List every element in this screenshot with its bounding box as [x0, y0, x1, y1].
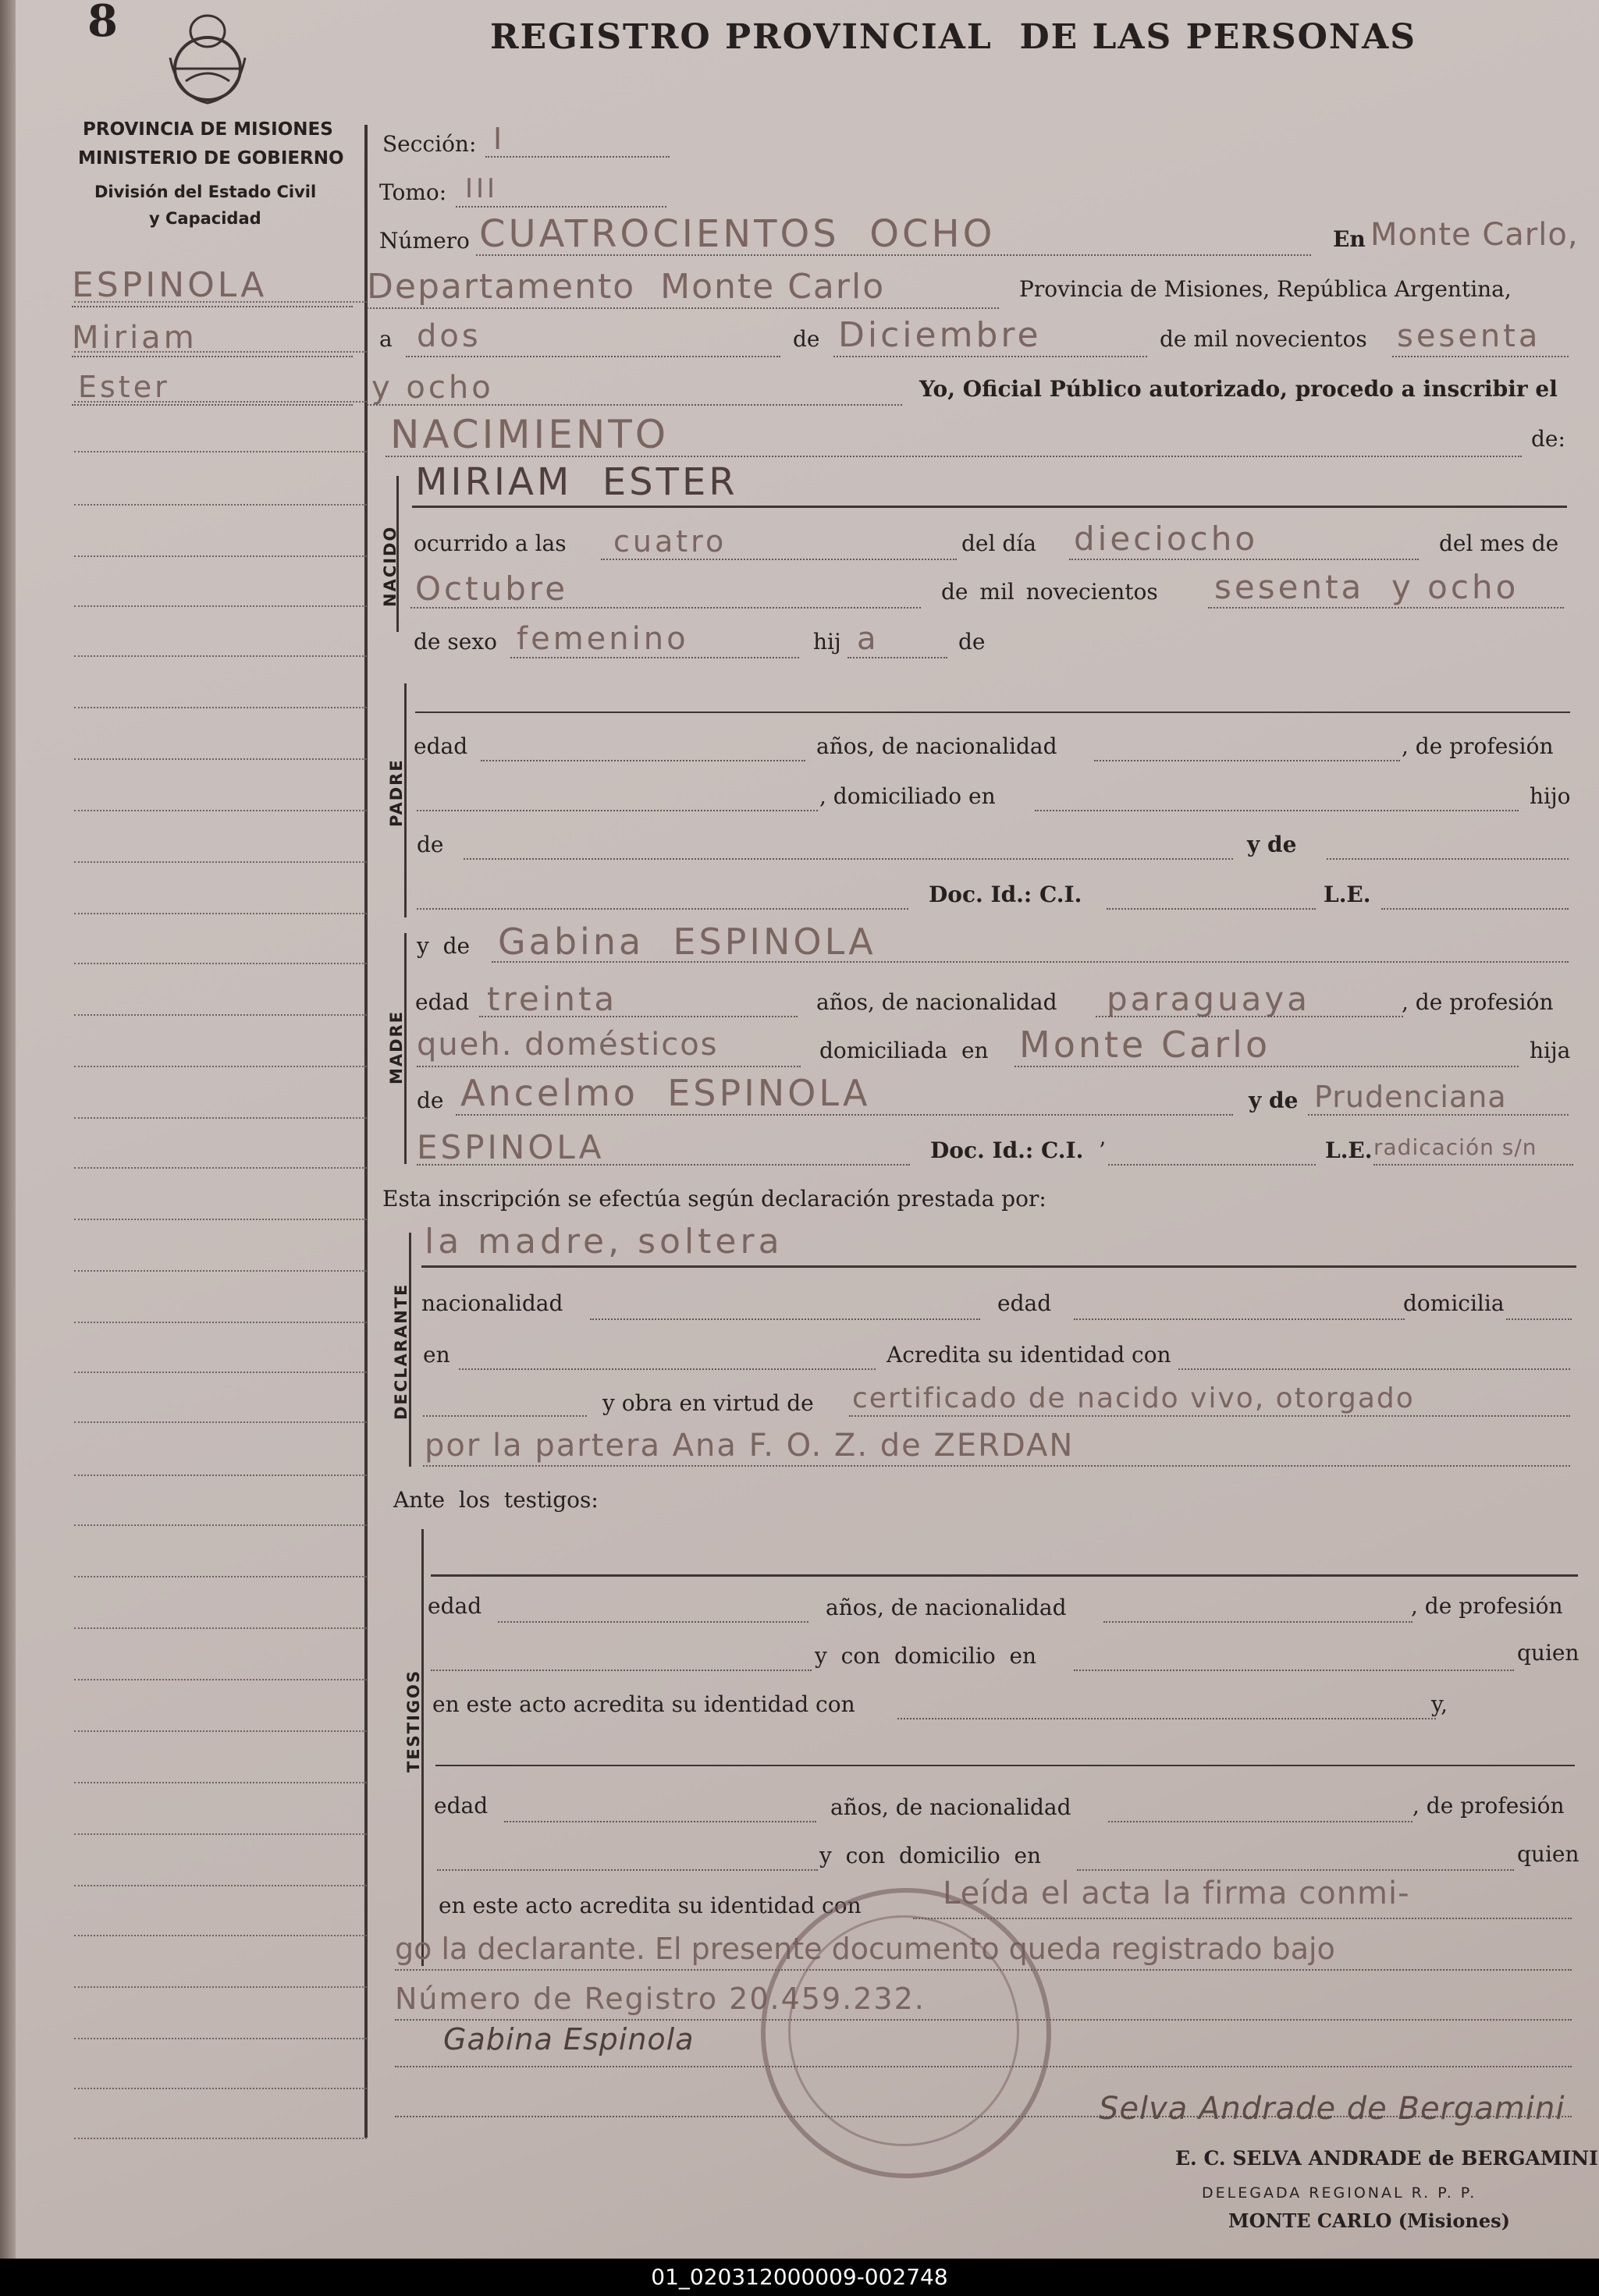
- declarante-intro-label: Esta inscripción se efectúa según declaración prestada por:: [382, 1186, 1046, 1212]
- testigo2-acredita-label: en este acto acredita su identidad con: [439, 1893, 862, 1918]
- seccion-value: I: [493, 122, 506, 156]
- nacido-dia-value: dieciocho: [1074, 520, 1259, 558]
- madre-profesion-value: queh. domésticos: [417, 1027, 719, 1063]
- madre-edad-label: edad: [415, 989, 470, 1015]
- tomo-label: Tomo:: [379, 179, 447, 205]
- nacido-mil-label: de mil novecientos: [941, 579, 1158, 605]
- padre-hijo-label: hijo: [1530, 783, 1571, 809]
- testigo1-anios-label: años, de nacionalidad: [826, 1595, 1067, 1620]
- madre-apellido-value: ESPINOLA: [417, 1128, 605, 1166]
- padre-edad-label: edad: [414, 733, 468, 759]
- madre-hija-label: hija: [1530, 1038, 1571, 1063]
- declarante-acredita-label: Acredita su identidad con: [887, 1342, 1171, 1368]
- testigo1-domicilio-label: y con domicilio en: [815, 1643, 1037, 1669]
- madre-le-label: L.E.: [1325, 1137, 1373, 1163]
- testigo2-domicilio-label: y con domicilio en: [819, 1843, 1042, 1868]
- org-line-3: División del Estado Civil: [94, 183, 317, 201]
- madre-domiciliada-label: domiciliada en: [819, 1038, 989, 1063]
- testigo2-anios-label: años, de nacionalidad: [830, 1794, 1071, 1820]
- madre-ci-value: ’: [1099, 1137, 1106, 1163]
- tomo-value: III: [465, 173, 499, 204]
- oficial-label: Yo, Oficial Público autorizado, procedo a inscribir el: [919, 376, 1558, 402]
- padre-section-label: PADRE: [387, 758, 406, 827]
- nacido-section-label: NACIDO: [381, 525, 400, 607]
- stamp-role: DELEGADA REGIONAL R. P. P.: [1202, 2184, 1477, 2202]
- org-line-4: y Capacidad: [149, 209, 261, 228]
- padre-y-de-label: y de: [1247, 832, 1297, 857]
- testigo1-quien-label: quien: [1517, 1640, 1579, 1666]
- image-id-caption: 01_020312000009-002748: [0, 2259, 1599, 2296]
- padre-doc-label: Doc. Id.: C.I.: [929, 882, 1082, 907]
- madre-le-value: radicación s/n: [1373, 1134, 1537, 1160]
- cierre-line-1: go la declarante. El presente documento queda registrado bajo: [395, 1932, 1335, 1966]
- madre-nacionalidad-value: paraguaya: [1107, 980, 1311, 1018]
- book-binding-edge: [0, 0, 16, 2259]
- padre-profesion-label: , de profesión: [1402, 733, 1554, 759]
- madre-doc-label: Doc. Id.: C.I.: [930, 1137, 1084, 1163]
- declarante-section-label: DECLARANTE: [392, 1283, 410, 1420]
- testigos-intro-label: Ante los testigos:: [393, 1487, 599, 1513]
- hij-label: hij: [813, 629, 841, 655]
- declarante-virtud-value: certificado de nacido vivo, otorgado: [852, 1382, 1415, 1414]
- madre-anios-label: años, de nacionalidad: [816, 989, 1057, 1015]
- testigo1-acredita-label: en este acto acredita su identidad con: [432, 1691, 855, 1717]
- madre-padre-value: Ancelmo ESPINOLA: [460, 1072, 871, 1114]
- madre-nombre-value: Gabina ESPINOLA: [498, 921, 876, 963]
- nacido-mes-value: Octubre: [415, 570, 569, 608]
- testigo1-edad-label: edad: [428, 1593, 482, 1619]
- cierre-line-2: Número de Registro 20.459.232.: [395, 1982, 926, 2016]
- nacido-sexo-value: femenino: [517, 621, 689, 657]
- nacido-anio-value: sesenta y ocho: [1214, 568, 1519, 606]
- mil-label: de mil novecientos: [1160, 326, 1367, 352]
- declarante-en-label: en: [423, 1342, 450, 1368]
- seccion-label: Sección:: [382, 131, 477, 157]
- testigo1-profesion-label: , de profesión: [1411, 1593, 1563, 1619]
- nacido-nombre-value: MIRIAM ESTER: [415, 460, 738, 504]
- margin-surname: ESPINOLA: [72, 265, 268, 305]
- stamp-place: MONTE CARLO (Misiones): [1228, 2209, 1510, 2232]
- testigos-section-label: TESTIGOS: [404, 1669, 423, 1773]
- declarante-domicilia-label: domicilia: [1403, 1290, 1505, 1316]
- a-label: a: [379, 326, 393, 352]
- provincia-label: Provincia de Misiones, República Argentina,: [1019, 276, 1512, 302]
- leida-acta-value: Leída el acta la firma conmi-: [943, 1875, 1410, 1911]
- padre-domiciliado-label: , domiciliado en: [819, 783, 996, 809]
- departamento-value: Departamento Monte Carlo: [367, 267, 886, 307]
- madre-y-de2-label: y de: [1249, 1088, 1299, 1113]
- madre-edad-value: treinta: [487, 980, 618, 1018]
- madre-madre-value: Prudenciana: [1314, 1080, 1507, 1114]
- sexo-label: de sexo: [414, 629, 497, 655]
- declarante-virtud-value-2: por la partera Ana F. O. Z. de ZERDAN: [425, 1428, 1075, 1464]
- nacido-hij-value: a: [857, 621, 879, 657]
- del-mes-label: del mes de: [1439, 531, 1559, 556]
- del-dia-label: del día: [961, 531, 1036, 556]
- testigo2-edad-label: edad: [434, 1793, 489, 1819]
- ocurrido-label: ocurrido a las: [414, 531, 567, 556]
- official-seal-inner-ring: [788, 1915, 1019, 2146]
- madre-domicilio-value: Monte Carlo: [1019, 1024, 1271, 1066]
- fecha-anio-value: sesenta: [1397, 318, 1541, 354]
- declarante-virtud-label: y obra en virtud de: [602, 1390, 814, 1416]
- firma-declarante: Gabina Espinola: [443, 2022, 695, 2056]
- de-label: de: [793, 326, 820, 352]
- nacido-hora-value: cuatro: [613, 524, 727, 559]
- numero-value: CUATROCIENTOS OCHO: [479, 212, 996, 256]
- oficial-signature: Selva Andrade de Bergamini: [1099, 2091, 1565, 2127]
- fecha-dia-value: dos: [417, 318, 481, 354]
- testigo2-quien-label: quien: [1517, 1841, 1579, 1867]
- de-colon-label: de:: [1531, 426, 1565, 452]
- declarante-nacionalidad-label: nacionalidad: [421, 1290, 563, 1316]
- padre-le-label: L.E.: [1324, 882, 1371, 907]
- org-line-1: PROVINCIA DE MISIONES: [83, 119, 333, 140]
- testigo1-y-label: y,: [1431, 1691, 1448, 1717]
- page-number: 8: [87, 0, 118, 47]
- fecha-anio-value-2: y ocho: [371, 370, 494, 406]
- numero-label: Número: [379, 228, 470, 254]
- org-line-2: MINISTERIO DE GOBIERNO: [78, 148, 344, 169]
- stamp-name: E. C. SELVA ANDRADE de BERGAMINI: [1175, 2147, 1598, 2170]
- declarante-nombre-value: la madre, soltera: [425, 1222, 784, 1262]
- madre-profesion-label: , de profesión: [1402, 989, 1554, 1015]
- margin-first-name: Miriam: [72, 320, 197, 356]
- declarante-edad-label: edad: [997, 1290, 1052, 1316]
- testigo2-profesion-label: , de profesión: [1412, 1793, 1565, 1819]
- coat-of-arms-icon: [162, 3, 253, 108]
- padre-anios-label: años, de nacionalidad: [816, 733, 1057, 759]
- madre-de-label: de: [417, 1088, 444, 1113]
- margin-middle-name: Ester: [78, 370, 170, 404]
- acto-value: NACIMIENTO: [390, 412, 670, 457]
- madre-section-label: MADRE: [387, 1010, 406, 1084]
- en-label: En: [1333, 226, 1366, 252]
- nacido-de-label: de: [958, 629, 986, 655]
- en-value: Monte Carlo,: [1370, 217, 1579, 253]
- column-divider: [364, 125, 368, 2138]
- padre-de-label: de: [417, 832, 444, 857]
- registry-title: REGISTRO PROVINCIAL DE LAS PERSONAS: [490, 17, 1417, 57]
- madre-y-de-label: y de: [417, 933, 471, 959]
- fecha-mes-value: Diciembre: [838, 315, 1042, 355]
